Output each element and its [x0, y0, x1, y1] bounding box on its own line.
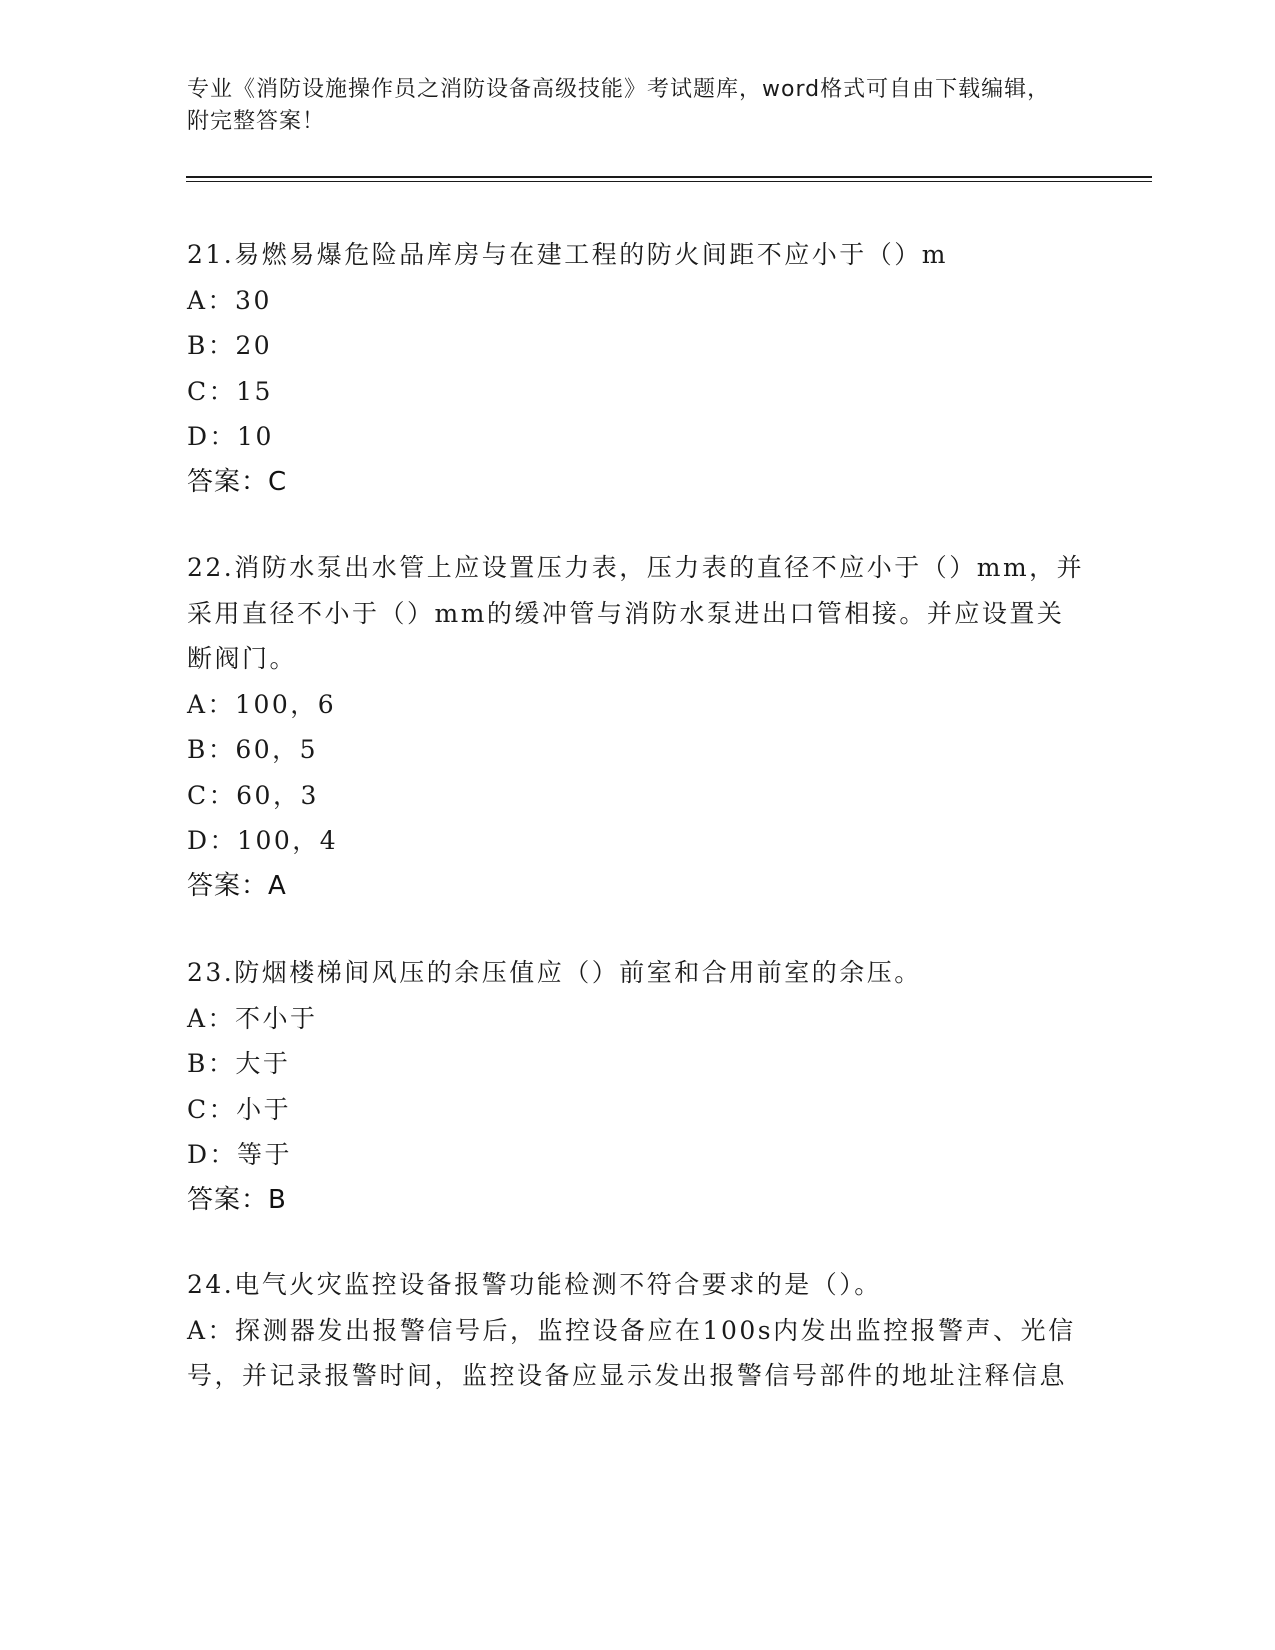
question-22 [187, 545, 1087, 909]
option-a: A：探测器发出报警信号后，监控设备应在100s内发出监控报警声、光信号，并记录报警时间，监控设备应显示发出报警信号部件的地址注释信息 [187, 1315, 1076, 1390]
answer-line: 答案：C [187, 466, 288, 497]
option-c: C：60，3 [187, 780, 319, 810]
document-intro: 专业《消防设施操作员之消防设备高级技能》考试题库，word格式可自由下载编辑，附完整答案！ [187, 77, 1051, 134]
question-24 [187, 1262, 1087, 1399]
header-divider-top [186, 176, 1152, 178]
option-a: A：不小于 [187, 1003, 318, 1033]
question-stem: 23.防烟楼梯间风压的余压值应（）前室和合用前室的余压。 [187, 958, 922, 987]
option-b: B：20 [187, 331, 273, 360]
option-d: D：等于 [187, 1140, 293, 1169]
option-d: D：100，4 [187, 826, 339, 855]
option-b: B：大于 [187, 1049, 291, 1078]
question-stem: 24.电气火灾监控设备报警功能检测不符合要求的是（）。 [187, 1270, 882, 1299]
header-divider-bottom [186, 181, 1152, 182]
option-a: A：100，6 [187, 689, 337, 719]
option-a: A：30 [187, 285, 272, 315]
option-c: C：小于 [187, 1094, 292, 1124]
answer-line: 答案：B [187, 1184, 287, 1215]
option-d: D：10 [187, 422, 274, 451]
answer-line: 答案：A [187, 870, 287, 901]
question-stem: 22.消防水泵出水管上应设置压力表，压力表的直径不应小于（）mm，并采用直径不小于（）mm的缓冲管与消防水泵进出口管相接。并应设置关断阀门。 [187, 553, 1085, 673]
option-b: B：60，5 [187, 735, 319, 764]
question-21 [187, 232, 1087, 505]
question-23 [187, 950, 1087, 1223]
question-stem: 21.易燃易爆危险品库房与在建工程的防火间距不应小于（）m [187, 240, 948, 269]
option-c: C：15 [187, 376, 273, 406]
